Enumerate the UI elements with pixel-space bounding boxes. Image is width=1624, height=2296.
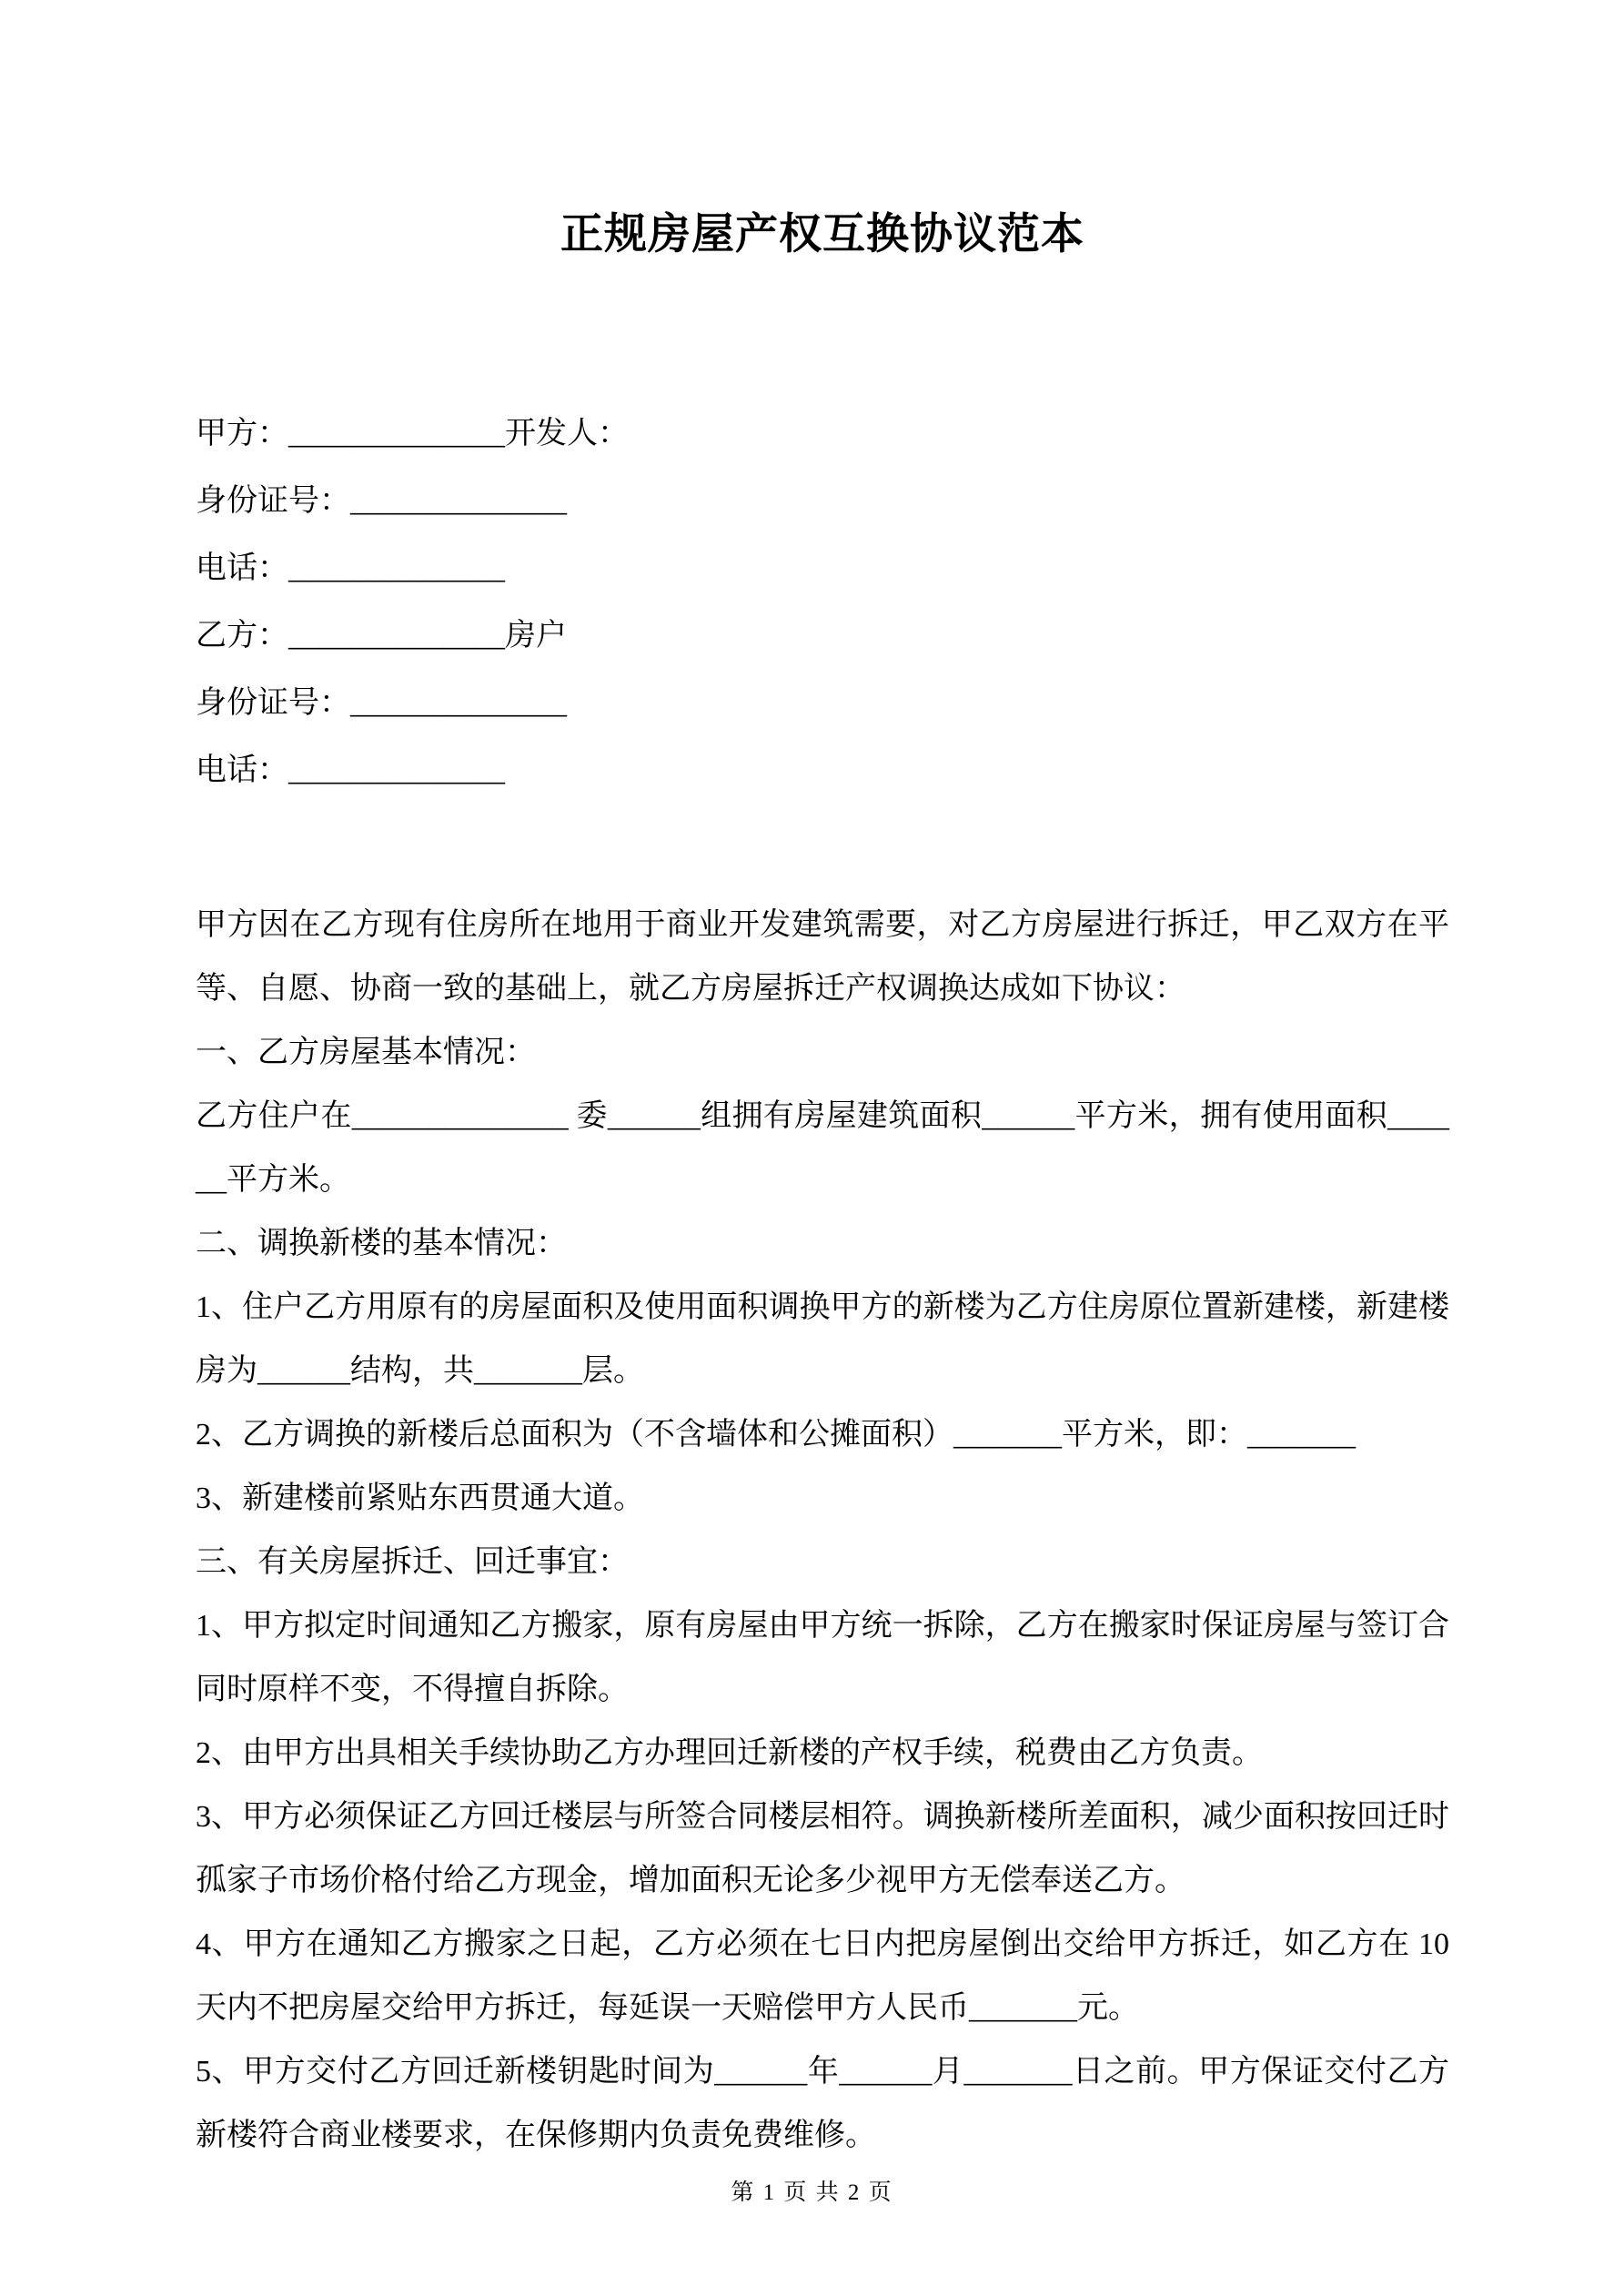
field-party-b-phone: 电话：______________ (196, 754, 505, 787)
section-3-item-4: 4、甲方在通知乙方搬家之日起，乙方必须在七日内把房屋倒出交给甲方拆迁，如乙方在 10 天内不把房屋交给甲方拆迁，每延误一天赔偿甲方人民币_______元。 (196, 1927, 1458, 2025)
contract-body (196, 894, 1458, 2168)
field-party-a: 甲方：______________开发人： (196, 417, 629, 450)
section-3-item-1: 1、甲方拟定时间通知乙方搬家，原有房屋由甲方统一拆除，乙方在搬家时保证房屋与签订合同时原样不变，不得擅自拆除。 (196, 1609, 1449, 1706)
field-party-b: 乙方：______________房户 (196, 619, 567, 652)
section-1-content: 乙方住户在______________ 委______组拥有房屋建筑面积______平方米，拥有使用面积______平方米。 (196, 1099, 1449, 1197)
section-2-item-3: 3、新建楼前紧贴东西贯通大道。 (196, 1482, 644, 1515)
section-3-item-3: 3、甲方必须保证乙方回迁楼层与所签合同楼层相符。调换新楼所差面积，减少面积按回迁时孤家子市场价格付给乙方现金，增加面积无论多少视甲方无偿奉送乙方。 (196, 1800, 1449, 1897)
paragraph-preamble: 甲方因在乙方现有住房所在地用于商业开发建筑需要，对乙方房屋进行拆迁，甲乙双方在平等、自愿、协商一致的基础上，就乙方房屋拆迁产权调换达成如下协议： (196, 908, 1449, 1006)
section-3-item-5: 5、甲方交付乙方回迁新楼钥匙时间为______年______月_______日之前。甲方保证交付乙方新楼符合商业楼要求，在保修期内负责免费维修。 (196, 2055, 1449, 2152)
page-number-footer: 第 1 页 共 2 页 (731, 2180, 893, 2205)
party-info-fields (196, 400, 1449, 804)
field-party-b-id: 身份证号：______________ (196, 686, 567, 720)
section-1-heading: 一、乙方房屋基本情况： (196, 1036, 536, 1069)
field-party-a-phone: 电话：______________ (196, 551, 505, 585)
document-title: 正规房屋产权互换协议范本 (560, 211, 1084, 258)
section-3-heading: 三、有关房屋拆迁、回迁事宜： (196, 1545, 629, 1579)
field-party-a-id: 身份证号：______________ (196, 484, 567, 518)
section-3-item-2: 2、由甲方出具相关手续协助乙方办理回迁新楼的产权手续，税费由乙方负责。 (196, 1736, 1263, 1770)
section-2-item-2: 2、乙方调换的新楼后总面积为（不含墙体和公摊面积）_______平方米，即：_______ (196, 1418, 1356, 1451)
section-2-heading: 二、调换新楼的基本情况： (196, 1227, 567, 1260)
section-2-item-1: 1、住户乙方用原有的房屋面积及使用面积调换甲方的新楼为乙方住房原位置新建楼，新建楼房为______结构，共_______层。 (196, 1290, 1449, 1388)
